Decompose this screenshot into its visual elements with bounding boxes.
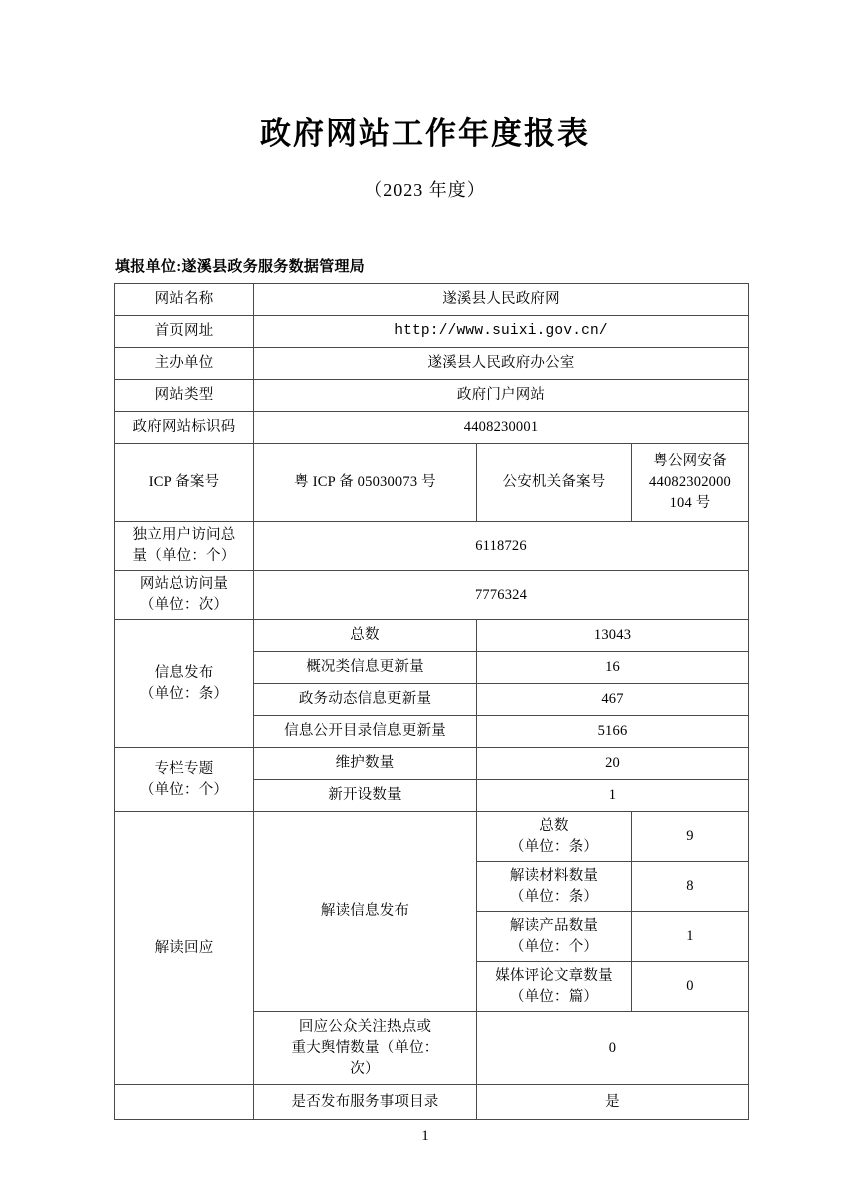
interp-total-label-line1: 总数 <box>539 817 569 834</box>
cell-hotspot-value: 0 <box>477 1012 749 1085</box>
table-row-homepage <box>115 316 749 348</box>
cell-info-dynamic-value: 467 <box>477 684 749 716</box>
annual-report-table <box>114 283 749 1120</box>
police-value-line2: 44082302000 <box>649 473 731 490</box>
cell-sponsor-value: 遂溪县人民政府办公室 <box>254 348 749 380</box>
cell-icp-value: 粤 ICP 备 05030073 号 <box>254 444 477 522</box>
cell-info-dynamic-label: 政务动态信息更新量 <box>254 684 477 716</box>
cell-police-value <box>632 444 749 522</box>
police-value-line3: 104 号 <box>669 495 711 511</box>
table-row-sponsor <box>115 348 749 380</box>
table-row-unique-users <box>115 522 749 571</box>
table-row-total-visits <box>115 571 749 620</box>
cell-gov-code-label: 政府网站标识码 <box>115 412 254 444</box>
table-row-icp <box>115 444 749 522</box>
interp-material-label-line1: 解读材料数量 <box>509 867 599 884</box>
total-visits-label-line1: 网站总访问量 <box>139 576 229 593</box>
cell-column-new-label: 新开设数量 <box>254 780 477 812</box>
cell-site-name-label: 网站名称 <box>115 284 254 316</box>
cell-info-catalog-label: 信息公开目录信息更新量 <box>254 716 477 748</box>
cell-column-maintain-value: 20 <box>477 748 749 780</box>
cell-site-type-label: 网站类型 <box>115 380 254 412</box>
column-label-line1: 专栏专题 <box>154 760 214 777</box>
cell-column-maintain-label: 维护数量 <box>254 748 477 780</box>
column-label-line2: （单位：个） <box>139 781 229 798</box>
interp-product-label-line2: （单位：个） <box>509 938 599 955</box>
cell-sponsor-label: 主办单位 <box>115 348 254 380</box>
cell-police-label: 公安机关备案号 <box>477 444 632 522</box>
table-row-column-maintain <box>115 748 749 780</box>
cell-unique-users-label <box>115 522 254 571</box>
cell-interp-total-value: 9 <box>632 812 749 862</box>
cell-column-label <box>115 748 254 812</box>
cell-interp-material-label <box>477 862 632 912</box>
info-release-label-line1: 信息发布 <box>154 664 214 681</box>
cell-interp-media-value: 0 <box>632 962 749 1012</box>
cell-homepage-value: http://www.suixi.gov.cn/ <box>254 316 749 348</box>
cell-gov-code-value: 4408230001 <box>254 412 749 444</box>
cell-hotspot-label <box>254 1012 477 1085</box>
table-row-interp-total <box>115 812 749 862</box>
interp-media-label-line2: （单位：篇） <box>509 988 599 1005</box>
cell-interp-material-value: 8 <box>632 862 749 912</box>
cell-unique-users-value: 6118726 <box>254 522 749 571</box>
info-release-label-line2: （单位：条） <box>139 685 229 702</box>
hotspot-label-line1: 回应公众关注热点或 <box>298 1018 432 1035</box>
interp-material-label-line2: （单位：条） <box>509 888 599 905</box>
table-row-service-catalog <box>115 1085 749 1120</box>
cell-interp-total-label <box>477 812 632 862</box>
cell-interp-product-label <box>477 912 632 962</box>
cell-homepage-label: 首页网址 <box>115 316 254 348</box>
interp-product-label-line1: 解读产品数量 <box>509 917 599 934</box>
cell-total-visits-label <box>115 571 254 620</box>
table-row-gov-code <box>115 412 749 444</box>
unique-users-label-line1: 独立用户访问总 <box>132 527 236 543</box>
page-title: 政府网站工作年度报表 <box>260 116 590 152</box>
page-subtitle: （2023 年度） <box>364 180 486 200</box>
cell-total-visits-value: 7776324 <box>254 571 749 620</box>
cell-info-overview-value: 16 <box>477 652 749 684</box>
page-number: 1 <box>421 1128 429 1144</box>
filler-unit-label: 填报单位:遂溪县政务服务数据管理局 <box>115 259 366 275</box>
cell-interpretation-label: 解读回应 <box>115 812 254 1085</box>
cell-site-name-value: 遂溪县人民政府网 <box>254 284 749 316</box>
table-row-info-total <box>115 620 749 652</box>
cell-service-catalog-value: 是 <box>477 1085 749 1120</box>
cell-info-total-label: 总数 <box>254 620 477 652</box>
unique-users-label-line2: 量（单位：个） <box>132 548 236 565</box>
cell-info-catalog-value: 5166 <box>477 716 749 748</box>
table-row-site-name <box>115 284 749 316</box>
cell-info-total-value: 13043 <box>477 620 749 652</box>
hotspot-label-line3: 次） <box>350 1060 380 1077</box>
police-value-line1: 粤公网安备 <box>653 452 727 469</box>
cell-info-overview-label: 概况类信息更新量 <box>254 652 477 684</box>
cell-interp-product-value: 1 <box>632 912 749 962</box>
cell-site-type-value: 政府门户网站 <box>254 380 749 412</box>
table-row-site-type <box>115 380 749 412</box>
hotspot-label-line2: 重大舆情数量（单位： <box>291 1039 439 1056</box>
cell-service-catalog-empty <box>115 1085 254 1120</box>
total-visits-label-line2: （单位：次） <box>139 597 229 614</box>
cell-column-new-value: 1 <box>477 780 749 812</box>
cell-interp-media-label <box>477 962 632 1012</box>
cell-service-catalog-label: 是否发布服务事项目录 <box>254 1085 477 1120</box>
cell-info-release-label <box>115 620 254 748</box>
interp-total-label-line2: （单位：条） <box>509 838 599 855</box>
cell-icp-label: ICP 备案号 <box>115 444 254 522</box>
interp-media-label-line1: 媒体评论文章数量 <box>495 967 613 984</box>
cell-interpretation-release-label: 解读信息发布 <box>254 812 477 1012</box>
